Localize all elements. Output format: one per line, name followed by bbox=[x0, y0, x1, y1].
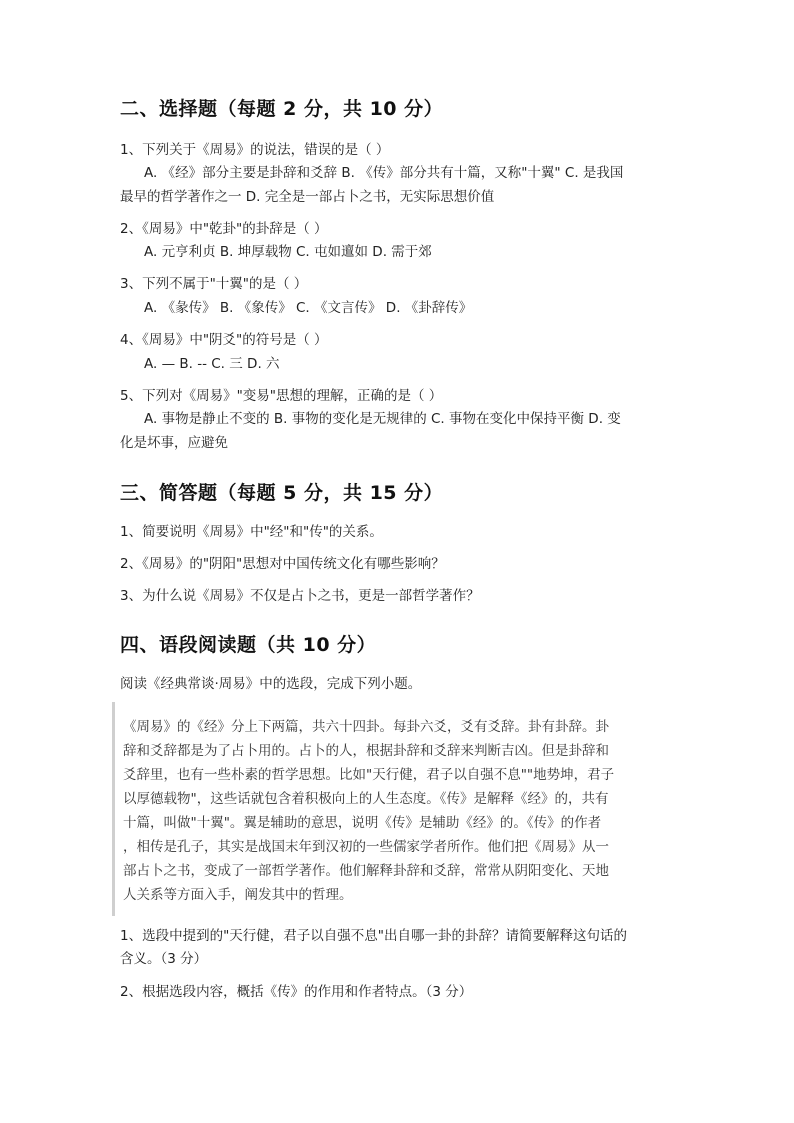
question-stem: 5、下列对《周易》"变易"思想的理解，正确的是（ ） bbox=[120, 388, 443, 404]
section-heading-reading: 四、语段阅读题（共 10 分） bbox=[120, 634, 377, 656]
passage-line: 以厚德载物"，这些话就包含着积极向上的人生态度。《传》是解释《经》的，共有 bbox=[123, 791, 609, 807]
passage-line: 人关系等方面入手，阐发其中的哲理。 bbox=[123, 887, 353, 903]
question-stem: 2、《周易》中"乾卦"的卦辞是（ ） bbox=[120, 221, 328, 237]
reading-intro: 阅读《经典常谈·周易》中的选段，完成下列小题。 bbox=[120, 676, 422, 692]
question-options: A. — B. -- C. 三 D. 六 bbox=[144, 356, 280, 372]
short-answer-question: 2、《周易》的"阴阳"思想对中国传统文化有哪些影响？ bbox=[120, 556, 445, 572]
passage-line: 十篇，叫做"十翼"。翼是辅助的意思，说明《传》是辅助《经》的。《传》的作者 bbox=[123, 815, 602, 831]
short-answer-question: 3、为什么说《周易》不仅是占卜之书，更是一部哲学著作？ bbox=[120, 588, 480, 604]
question-options: A. 《彖传》 B. 《象传》 C. 《文言传》 D. 《卦辞传》 bbox=[144, 300, 473, 316]
question-stem: 3、下列不属于"十翼"的是（ ） bbox=[120, 276, 308, 292]
question-options: A. 元亨利贞 B. 坤厚载物 C. 屯如邅如 D. 需于郊 bbox=[144, 244, 432, 260]
passage-line: 辞和爻辞都是为了占卜用的。占卜的人，根据卦辞和爻辞来判断吉凶。但是卦辞和 bbox=[123, 743, 609, 759]
short-answer-question: 1、简要说明《周易》中"经"和"传"的关系。 bbox=[120, 524, 383, 540]
passage-line: ，相传是孔子，其实是战国末年到汉初的一些儒家学者所作。他们把《周易》从一 bbox=[123, 839, 609, 855]
reading-question: 2、根据选段内容，概括《传》的作用和作者特点。（3 分） bbox=[120, 984, 473, 1000]
reading-question: 含义。（3 分） bbox=[120, 951, 208, 967]
question-options: A. 《经》部分主要是卦辞和爻辞 B. 《传》部分共有十篇，又称"十翼" C. 是我国 bbox=[144, 165, 624, 181]
question-options: 最早的哲学著作之一 D. 完全是一部占卜之书，无实际思想价值 bbox=[120, 189, 495, 205]
section-heading-choice: 二、选择题（每题 2 分，共 10 分） bbox=[120, 98, 444, 120]
section-heading-short-answer: 三、简答题（每题 5 分，共 15 分） bbox=[120, 482, 444, 504]
question-options: A. 事物是静止不变的 B. 事物的变化是无规律的 C. 事物在变化中保持平衡 D. 变 bbox=[144, 411, 621, 427]
question-stem: 4、《周易》中"阴爻"的符号是（ ） bbox=[120, 332, 328, 348]
question-options: 化是坏事，应避免 bbox=[120, 435, 228, 451]
reading-passage bbox=[112, 702, 675, 916]
reading-question: 1、选段中提到的"天行健，君子以自强不息"出自哪一卦的卦辞？请简要解释这句话的 bbox=[120, 928, 628, 944]
passage-line: 爻辞里，也有一些朴素的哲学思想。比如"天行健，君子以自强不息""地势坤，君子 bbox=[123, 767, 615, 783]
question-stem: 1、下列关于《周易》的说法，错误的是（ ） bbox=[120, 142, 390, 158]
passage-line: 部占卜之书，变成了一部哲学著作。他们解释卦辞和爻辞，常常从阴阳变化、天地 bbox=[123, 863, 609, 879]
passage-line: 《周易》的《经》分上下两篇，共六十四卦。每卦六爻，爻有爻辞。卦有卦辞。卦 bbox=[123, 719, 609, 735]
